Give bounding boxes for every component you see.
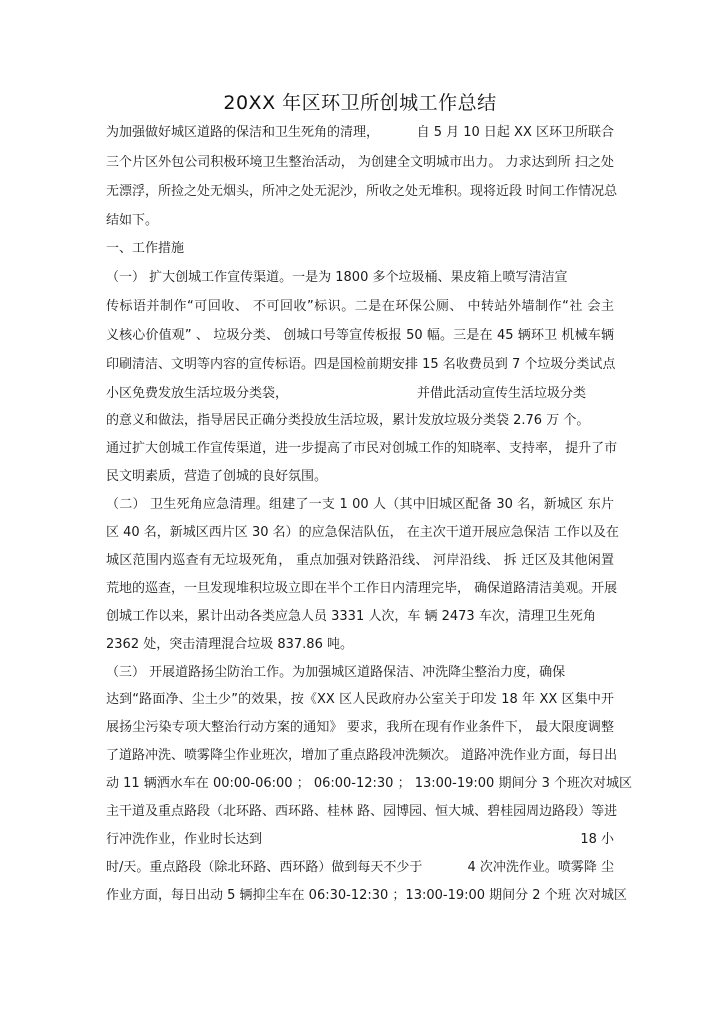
paragraph-line-22: 了道路冲洗、喷雾降尘作业班次，增加了重点路段冲洗频次。 道路冲洗作业方面，每日出 <box>106 748 618 763</box>
paragraph-line-24: 主干道及重点路段（北环路、西环路、桂林 路、园博园、恒大城、碧桂园周边路段）等进 <box>106 804 618 819</box>
paragraph-line-5: （一） 扩大创城工作宣传渠道。一是为 1800 多个垃圾桶、果皮箱上喷写清洁宣 <box>106 270 568 285</box>
line-segment: 小区免费发放生活垃圾分类袋， <box>106 386 289 401</box>
paragraph-line-13: （二） 卫生死角应急清理。组建了一支 1 00 人（其中旧城区配备 30 名，新城区 东片 <box>106 497 614 512</box>
line-segment: 为加强做好城区道路的保洁和卫生死角的清理， <box>106 125 380 140</box>
paragraph-line-27: 作业方面，每日出动 5 辆抑尘车在 06:30-12:30 ；13:00-19:00 期间分 2 个班 次对城区 <box>106 888 627 903</box>
section-heading: 一、工作措施 <box>106 241 185 256</box>
paragraph-line-21: 展扬尘污染专项大整治行动方案的通知》 要求，我所在现有作业条件下， 最大限度调整 <box>106 720 614 735</box>
line-segment: 自 5 月 10 日起 XX 区环卫所联合 <box>416 125 614 140</box>
paragraph-line-6: 传标语并制作“可回收、 不可回收”标识。二是在环保公厕、 中转站外墙制作“社 会主 <box>106 299 614 314</box>
line-segment: 4 次冲洗作业。喷雾降 尘 <box>467 860 614 875</box>
paragraph-line-12: 民文明素质，营造了创城的良好氛围。 <box>106 469 328 484</box>
paragraph-line-1 <box>106 125 614 141</box>
line-segment: 18 小 <box>580 832 614 847</box>
paragraph-line-17: 创城工作以来，累计出动各类应急人员 3331 人次，车 辆 2473 车次，清理卫生死角 <box>106 609 596 624</box>
paragraph-line-11: 通过扩大创城工作宣传渠道，进一步提高了市民对创城工作的知晓率、支持率， 提升了市 <box>106 441 618 456</box>
paragraph-line-10: 的意义和做法，指导居民正确分类投放生活垃圾，累计发放垃圾分类袋 2.76 万 个。 <box>106 413 590 428</box>
line-segment: 并借此活动宣传生活垃圾分类 <box>416 386 586 401</box>
document-title: 20XX 年区环卫所创城工作总结 <box>223 92 497 114</box>
paragraph-line-23: 动 11 辆洒水车在 00:00-06:00 ； 06:00-12:30 ； 13:00-19:00 期间分 3 个班次对城区 <box>106 776 632 791</box>
paragraph-line-3: 无漂浮，所捡之处无烟头，所冲之处无泥沙，所收之处无堆积。现将近段 时间工作情况总 <box>106 184 618 199</box>
paragraph-line-8: 印刷清洁、文明等内容的宣传标语。四是国检前期安排 15 名收费员到 7 个垃圾分类试点 <box>106 357 616 372</box>
paragraph-line-19: （三） 开展道路扬尘防治工作。为加强城区道路保洁、冲洗降尘整治力度，确保 <box>106 665 566 680</box>
paragraph-line-26 <box>106 860 614 876</box>
paragraph-line-15: 城区范围内巡查有无垃圾死角， 重点加强对铁路沿线、 河岸沿线、 拆 迁区及其他闲置 <box>106 553 614 568</box>
line-segment: 行冲洗作业，作业时长达到 <box>106 832 263 847</box>
line-segment: 时/天。重点路段（除北环路、西环路）做到每天不少于 <box>106 860 423 875</box>
paragraph-line-2: 三个片区外包公司积极环境卫生整治活动， 为创建全文明城市出力。 力求达到所 扫之处 <box>106 155 614 170</box>
paragraph-line-20: 达到“路面净、尘土少”的效果，按《XX 区人民政府办公室关于印发 18 年 XX 区集中开 <box>106 692 614 707</box>
paragraph-line-14: 区 40 名，新城区西片区 30 名）的应急保洁队伍， 在主次干道开展应急保洁 工作以及在 <box>106 525 619 540</box>
paragraph-line-18: 2362 处，突击清理混合垃圾 837.86 吨。 <box>106 637 353 652</box>
paragraph-line-25 <box>106 832 614 848</box>
paragraph-line-7: 义核心价值观” 、 垃圾分类、 创城口号等宣传板报 50 幅。三是在 45 辆环卫 机械车辆 <box>106 328 614 343</box>
paragraph-line-4: 结如下。 <box>106 213 159 228</box>
paragraph-line-16: 荒地的巡查，一旦发现堆积垃圾立即在半个工作日内清理完毕， 确保道路清洁美观。开展 <box>106 581 618 596</box>
paragraph-line-9 <box>106 386 586 402</box>
